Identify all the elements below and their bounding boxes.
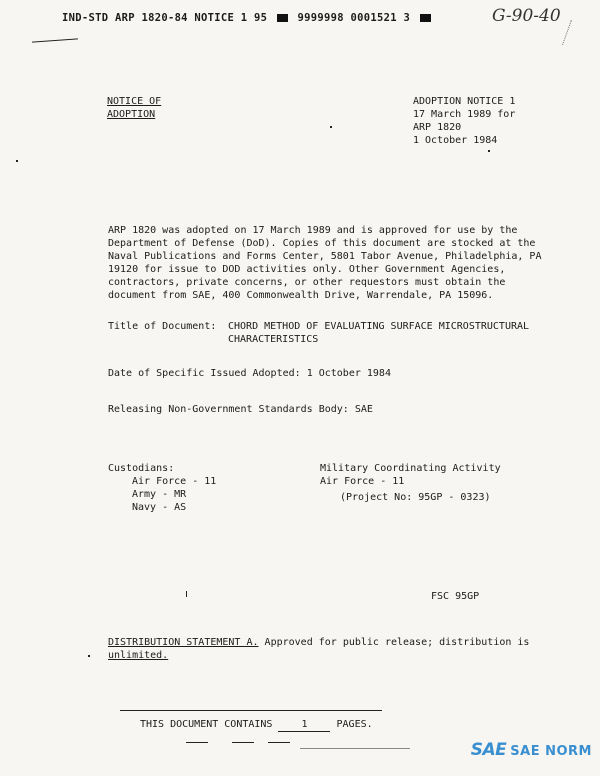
- distribution-label: DISTRIBUTION STATEMENT A.: [108, 637, 259, 648]
- handwritten-reference: G-90-40: [492, 6, 561, 26]
- adoption-paragraph: [108, 224, 542, 302]
- fsc-code: FSC 95GP: [431, 591, 480, 602]
- date-adopted-value: 1 October 1984: [306, 368, 391, 379]
- adoption-line: ARP 1820: [413, 122, 462, 133]
- military-activity-block: [320, 462, 501, 504]
- notice-title-line1: NOTICE OF: [107, 96, 162, 107]
- rule-dash: [186, 742, 208, 743]
- sae-norm-text: SAE NORM: [510, 744, 592, 759]
- military-activity-value: Air Force - 11: [320, 476, 405, 487]
- adoption-block: [413, 95, 515, 147]
- project-number: (Project No: 95GP - 0323): [340, 492, 491, 503]
- releasing-body-label: Releasing Non-Government Standards Body:: [108, 404, 349, 415]
- distribution-text: Approved for public release; distribution is: [264, 637, 530, 648]
- distribution-text-cont: unlimited.: [108, 650, 169, 661]
- header-standard-id: IND-STD ARP 1820-84 NOTICE 1 95: [62, 12, 268, 24]
- releasing-body: [108, 403, 373, 416]
- rule-dash: [268, 742, 290, 743]
- page-count-line: [140, 718, 373, 732]
- custodian-item: Army - MR: [132, 489, 187, 500]
- document-header: [62, 12, 434, 24]
- title-of-document-value: [228, 320, 529, 346]
- notice-title: [107, 95, 161, 121]
- title-line: CHARACTERISTICS: [228, 334, 319, 345]
- distribution-statement: [108, 636, 529, 662]
- adoption-line: 17 March 1989 for: [413, 109, 516, 120]
- custodian-item: Air Force - 11: [132, 476, 217, 487]
- scan-dot: [88, 655, 90, 657]
- releasing-body-value: SAE: [354, 404, 373, 415]
- adoption-line: 1 October 1984: [413, 135, 498, 146]
- adoption-line: ADOPTION NOTICE 1: [413, 96, 516, 107]
- scan-dot: [488, 150, 490, 152]
- scan-dot: [16, 160, 18, 162]
- pages-prefix: THIS DOCUMENT CONTAINS: [140, 719, 273, 730]
- sae-logo-mark: SAE: [470, 740, 507, 760]
- fine-print-line: [300, 748, 410, 749]
- rule-line: [120, 710, 382, 711]
- paragraph-line: Department of Defense (DoD). Copies of this document are stocked at the: [108, 238, 536, 249]
- sae-norm-logo: [471, 740, 592, 760]
- stamp-mark: [562, 20, 585, 50]
- custodian-item: Navy - AS: [132, 502, 187, 513]
- notice-title-line2: ADOPTION: [107, 109, 156, 120]
- custodians-block: [108, 462, 216, 514]
- date-adopted-label: Date of Specific Issued Adopted:: [108, 368, 301, 379]
- paragraph-line: 19120 for issue to DOD activities only. Other Government Agencies,: [108, 264, 506, 275]
- date-adopted: [108, 367, 391, 380]
- page-count-value: 1: [278, 718, 330, 732]
- paragraph-line: ARP 1820 was adopted on 17 March 1989 and is approved for use by the: [108, 225, 518, 236]
- barcode-mark: [420, 14, 431, 22]
- paragraph-line: document from SAE, 400 Commonwealth Drive, Warrendale, PA 15096.: [108, 290, 494, 301]
- rule-dash: [232, 742, 254, 743]
- header-code: 9999998 0001521 3: [297, 12, 411, 24]
- title-line: CHORD METHOD OF EVALUATING SURFACE MICROSTRUCTURAL: [228, 321, 530, 332]
- paragraph-line: contractors, private concerns, or other requestors must obtain the: [108, 277, 506, 288]
- barcode-mark: [277, 14, 288, 22]
- pages-suffix: PAGES.: [336, 719, 373, 730]
- scan-mark: [32, 38, 78, 42]
- scan-dot: [330, 126, 332, 128]
- military-activity-label: Military Coordinating Activity: [320, 463, 501, 474]
- custodians-label: Custodians:: [108, 463, 175, 474]
- paragraph-line: Naval Publications and Forms Center, 5801 Tabor Avenue, Philadelphia, PA: [108, 251, 542, 262]
- title-of-document-label: Title of Document:: [108, 321, 217, 332]
- scan-mark: [186, 591, 187, 597]
